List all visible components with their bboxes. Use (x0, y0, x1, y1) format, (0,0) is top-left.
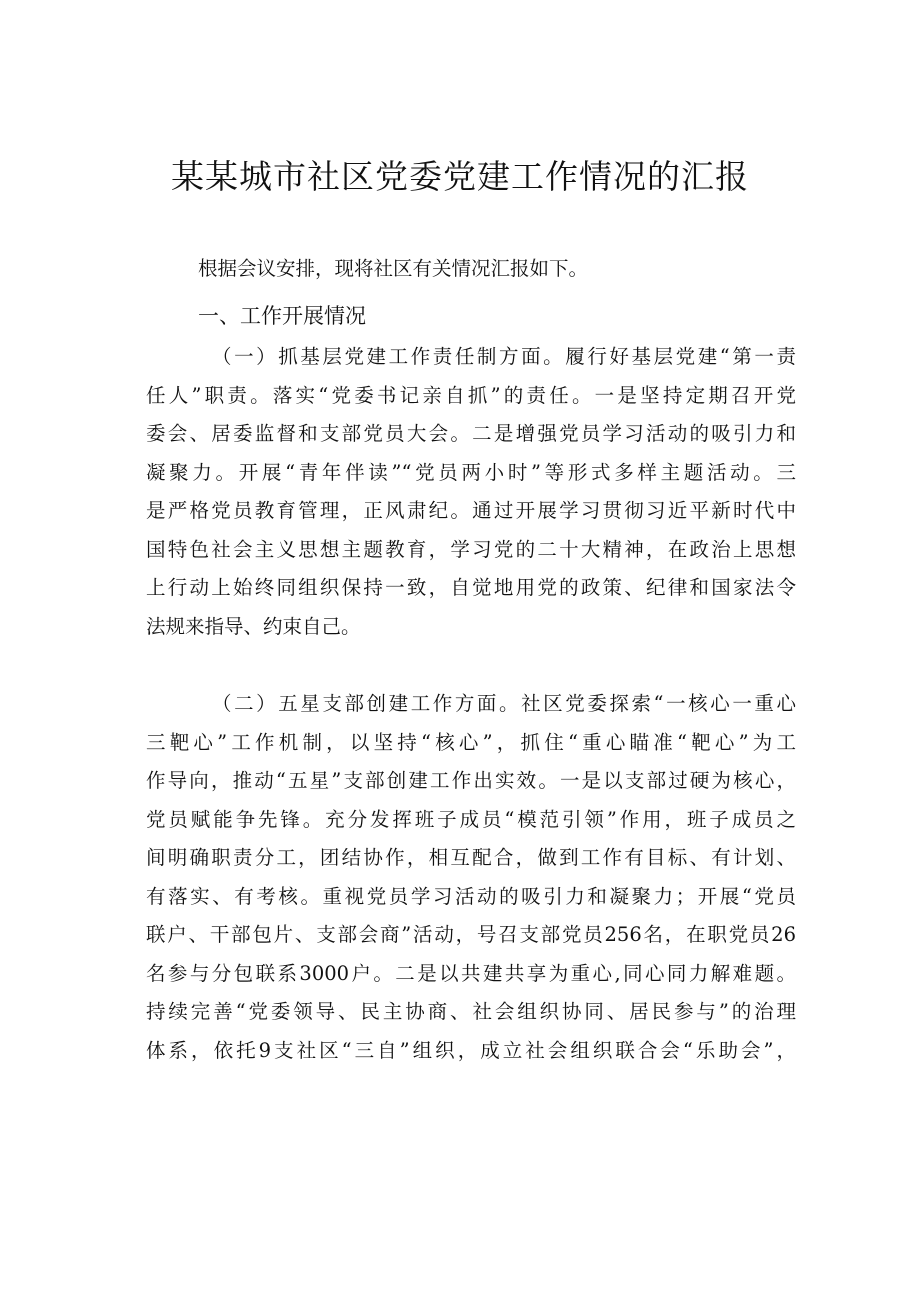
intro-paragraph: 根据会议安排，现将社区有关情况汇报如下。 (198, 257, 589, 280)
paragraph-line: 名参与分包联系3000户。二是以共建共享为重心,同心同力解难题。 (146, 961, 796, 985)
paragraph-line: （一）抓基层党建工作责任制方面。履行好基层党建“第一责 (212, 345, 796, 368)
paragraph-line: 三靶心”工作机制，以坚持“核心”，抓住“重心瞄准“靶心”为工 (146, 730, 796, 754)
paragraph-line: 是严格党员教育管理，正风肃纪。通过开展学习贯彻习近平新时代中 (146, 499, 796, 522)
paragraph-line: 联户、干部包片、支部会商”活动，号召支部党员256名，在职党员26 (146, 923, 796, 946)
paragraph-line: 作导向，推动“五星”支部创建工作出实效。一是以支部过硬为核心， (146, 769, 796, 792)
document-title: 某某城市社区党委党建工作情况的汇报 (171, 157, 749, 196)
paragraph-party-building-responsibility (146, 338, 796, 646)
paragraph-line: （二）五星支部创建工作方面。社区党委探索“一核心一重心 (212, 692, 796, 715)
paragraph-line: 凝聚力。开展“青年伴读”“党员两小时”等形式多样主题活动。三 (146, 460, 796, 484)
paragraph-line: 任人”职责。落实“党委书记亲自抓”的责任。一是坚持定期召开党 (146, 383, 796, 407)
paragraph-line: 间明确职责分工，团结协作，相互配合，做到工作有目标、有计划、 (146, 846, 796, 869)
paragraph-line: 持续完善“党委领导、民主协商、社会组织协同、居民参与”的治理 (146, 1000, 796, 1023)
paragraph-line: 体系，依托9支社区“三自”组织，成立社会组织联合会“乐助会”， (146, 1038, 796, 1062)
paragraph-line: 国特色社会主义思想主题教育，学习党的二十大精神，在政治上思想 (146, 537, 796, 561)
paragraph-line: 法规来指导、约束自己。 (146, 614, 361, 638)
paragraph-five-star-branch (146, 685, 796, 1070)
paragraph-line: 上行动上始终同组织保持一致，自觉地用党的政策、纪律和国家法令 (146, 576, 796, 599)
section-heading: 一、工作开展情况 (198, 304, 366, 328)
paragraph-line: 委会、居委监督和支部党员大会。二是增强党员学习活动的吸引力和 (146, 422, 796, 445)
paragraph-line: 党员赋能争先锋。充分发挥班子成员“模范引领”作用，班子成员之 (146, 807, 796, 831)
paragraph-line: 有落实、有考核。重视党员学习活动的吸引力和凝聚力；开展“党员 (146, 884, 796, 908)
